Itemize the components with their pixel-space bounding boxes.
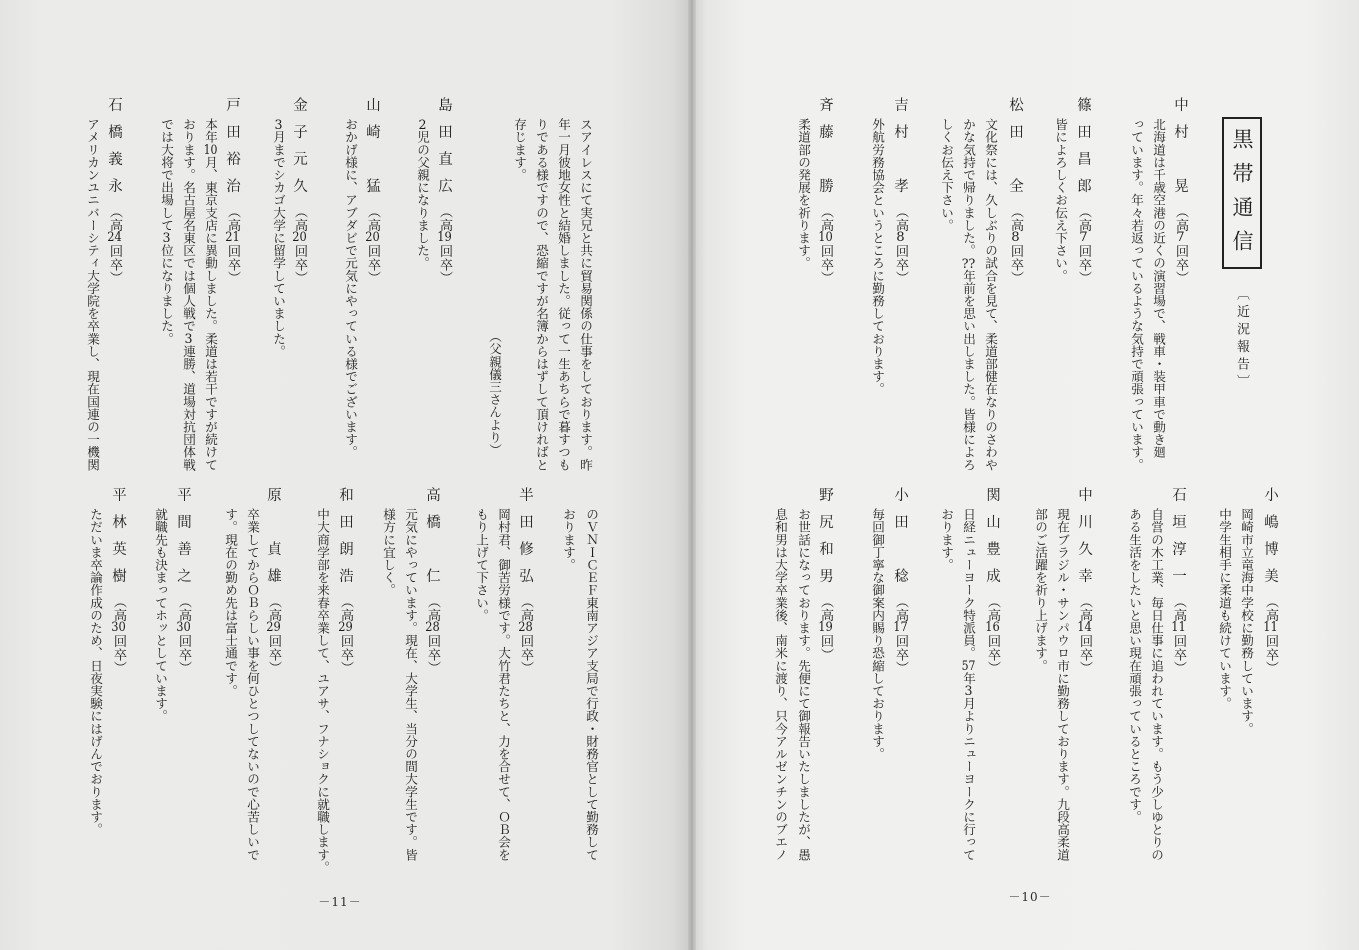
graduation-class: （高19回卒） bbox=[437, 205, 452, 285]
graduation-class: （高7回卒） bbox=[1173, 205, 1188, 285]
graduation-class: （高20回卒） bbox=[292, 205, 307, 285]
entry-name bbox=[436, 97, 452, 284]
person-name: 中川久幸 bbox=[1076, 487, 1092, 595]
entry-text-line: 部のご活躍を祈り上げます。 bbox=[1033, 508, 1048, 672]
entry-name bbox=[364, 97, 380, 284]
graduation-class: （高8回卒） bbox=[893, 205, 908, 285]
entry-text-line: 外航労務協会というところに勤務しております。 bbox=[870, 118, 885, 396]
entry-name bbox=[892, 487, 908, 674]
continued-text-line: 年一月彼地女性と結婚しました。従って一生あちらで暮すつも bbox=[556, 118, 571, 471]
person-name: 小田 稔 bbox=[892, 487, 908, 595]
entry-name bbox=[1170, 487, 1186, 674]
entry-text-line: 3月までシカゴ大学に留学していました。 bbox=[271, 118, 286, 358]
entry-text-line: 様方に宜しく。 bbox=[381, 508, 396, 597]
entry-text-line: 毎回御丁寧な御案内賜り恐縮しております。 bbox=[870, 508, 885, 760]
entry-name bbox=[1076, 487, 1092, 674]
entry-text-line: おります。 bbox=[939, 508, 954, 571]
entry-text-line: 日経ニューヨーク特派員。57年3月よりニューヨークに行って bbox=[961, 508, 976, 861]
person-name: 半田修弘 bbox=[517, 487, 533, 595]
entry-text-line: 柔道部の発展を祈ります。 bbox=[796, 118, 811, 270]
entry-text-line: しくお伝え下さい。 bbox=[939, 118, 954, 232]
person-name: 金子元久 bbox=[291, 97, 307, 205]
graduation-class: （高21回卒） bbox=[225, 205, 240, 285]
person-name: 松田 全 bbox=[1007, 97, 1023, 205]
entry-text-line: 2児の父親になりました。 bbox=[415, 118, 430, 270]
person-name: 篠田昌郎 bbox=[1075, 97, 1091, 205]
entry-text-line: 北海道は千歳空港の近くの演習場で、戦車・装甲車で動き廻 bbox=[1151, 118, 1166, 459]
continued-text-line: おります。 bbox=[561, 508, 576, 571]
section-subtitle: 〔近況報告〕 bbox=[1234, 287, 1249, 392]
center-fold bbox=[688, 0, 696, 950]
entry-text-line: 元気にやっています。現在、大学生、当分の間大学生です。皆 bbox=[403, 508, 418, 861]
entry-name bbox=[517, 487, 533, 674]
entry-name bbox=[1075, 97, 1091, 284]
entry-text-line: 自営の木工業、毎日仕事に追われています。もう少しゆとりの bbox=[1149, 508, 1164, 861]
person-name: 野尻和男 bbox=[817, 487, 833, 595]
entry-text-line: 岡村君、御苦労様です。大竹君たちと、力を合せて、ＯＢ会を bbox=[496, 508, 511, 861]
entry-name bbox=[106, 97, 122, 284]
entry-text-line: 息和男は大学卒業後、南米に渡り、只今アルゼンチンのブエノ bbox=[773, 508, 788, 861]
graduation-class: （高11回卒） bbox=[1171, 595, 1186, 675]
entry-text-line: 中大商学部を来春卒業して、ユアサ、フナショクに就職します。 bbox=[315, 508, 330, 874]
entry-text-line: っています。年々若返っているような気持で頑張っています。 bbox=[1129, 118, 1144, 471]
graduation-class: （高29回卒） bbox=[338, 595, 353, 675]
graduation-class: （高14回卒） bbox=[1077, 595, 1092, 675]
entry-name bbox=[224, 97, 240, 284]
entry-text-line: アメリカンユニバーシティ大学院を卒業し、現在国連の一機関 bbox=[85, 118, 100, 471]
page-number: －10－ bbox=[1008, 890, 1052, 904]
person-name: 高橋 仁 bbox=[424, 487, 440, 595]
person-name: 戸田裕治 bbox=[224, 97, 240, 205]
entry-text-line: かな気持で帰りました。??年前を思い出しました。皆様によろ bbox=[961, 118, 976, 471]
entry-text-line: もり上げて下さい。 bbox=[474, 508, 489, 622]
continued-text-line: スアイレスにて実兄と共に貿易関係の仕事をしております。昨 bbox=[578, 118, 593, 471]
entry-text-line: 皆によろしくお伝え下さい。 bbox=[1053, 118, 1068, 282]
person-name: 石垣淳一 bbox=[1170, 487, 1186, 595]
graduation-class: （高20回卒） bbox=[365, 205, 380, 285]
graduation-class: （高24回卒） bbox=[107, 205, 122, 285]
continued-text-line: のＶＮＩＣＥＦ東南アジア支局で行政・財務官として勤務して bbox=[584, 508, 599, 861]
graduation-class: （高8回卒） bbox=[1008, 205, 1023, 285]
graduation-class: （高30回卒） bbox=[176, 595, 191, 675]
person-name: 平林英樹 bbox=[110, 487, 126, 595]
graduation-class: （高11回卒） bbox=[1263, 595, 1278, 675]
entry-name bbox=[424, 487, 440, 674]
graduation-class: （高10回卒） bbox=[818, 205, 833, 285]
continued-text-line: 存じます。 bbox=[512, 118, 527, 181]
page-number: －11－ bbox=[318, 895, 362, 909]
entry-text-line: 文化祭には、久しぶりの試合を見て、柔道部健在なりのさわや bbox=[983, 118, 998, 471]
graduation-class: （高30回卒） bbox=[111, 595, 126, 675]
letter-signature: （父親儀三さんより） bbox=[487, 330, 502, 456]
entry-text-line: おります。名古屋名東区では個人戦で3連勝、道場対抗団体戦 bbox=[181, 118, 196, 471]
person-name: 山崎 猛 bbox=[364, 97, 380, 205]
entry-text-line: では大将で出場して3位になりました。 bbox=[159, 118, 174, 345]
continued-text-line: りである様ですので、恐縮ですが名簿からはずして頂ければと bbox=[534, 118, 549, 471]
person-name: 斉藤 勝 bbox=[817, 97, 833, 205]
entry-name bbox=[337, 487, 353, 674]
entry-text-line: 就職先も決まってホッとしています。 bbox=[153, 508, 168, 723]
entry-text-line: 現在ブラジル・サンパウロ市に勤務しております。九段高柔道 bbox=[1055, 508, 1070, 861]
entry-text-line: 本年10月、東京支店に異動しました。柔道は若干ですが続けて bbox=[203, 118, 218, 471]
entry-text-line: す。現在の勤め先は富士通です。 bbox=[223, 508, 238, 697]
entry-text-line: お世話になっております。先便にて御報告いたしましたが、愚 bbox=[796, 508, 811, 861]
person-name: 和田朗浩 bbox=[337, 487, 353, 595]
entry-name bbox=[1172, 97, 1188, 284]
entry-name bbox=[817, 487, 833, 661]
entry-text-line: ただいま卒論作成のため、日夜実験にはげんでおります。 bbox=[88, 508, 103, 836]
graduation-class: （高16回卒） bbox=[985, 595, 1000, 675]
graduation-class: （高7回卒） bbox=[1076, 205, 1091, 285]
person-name: 石橋義永 bbox=[106, 97, 122, 205]
entry-name bbox=[1262, 487, 1278, 674]
entry-text-line: 岡崎市立竜海中学校に勤務しています。 bbox=[1239, 508, 1254, 735]
graduation-class: （高29回卒） bbox=[266, 595, 281, 675]
person-name: 中村 晃 bbox=[1172, 97, 1188, 205]
entry-text-line: 中学生相手に柔道も続けています。 bbox=[1217, 508, 1232, 710]
person-name: 島田直広 bbox=[436, 97, 452, 205]
person-name: 関山豊成 bbox=[984, 487, 1000, 595]
entry-name bbox=[265, 487, 281, 674]
entry-name bbox=[892, 97, 908, 284]
graduation-class: （高17回卒） bbox=[893, 595, 908, 675]
graduation-class: （高19回） bbox=[818, 595, 833, 662]
person-name: 小嶋博美 bbox=[1262, 487, 1278, 595]
entry-name bbox=[1007, 97, 1023, 284]
person-name: 平間善之 bbox=[175, 487, 191, 595]
person-name: 吉村 孝 bbox=[892, 97, 908, 205]
person-name: 原 貞雄 bbox=[265, 487, 281, 595]
entry-name bbox=[291, 97, 307, 284]
entry-text-line: ある生活をしたいと思い現在頑張っているところです。 bbox=[1127, 508, 1142, 823]
graduation-class: （高28回卒） bbox=[425, 595, 440, 675]
graduation-class: （高28回卒） bbox=[518, 595, 533, 675]
entry-name bbox=[110, 487, 126, 674]
entry-name bbox=[817, 97, 833, 284]
entry-text-line: おかげ様に、アブダビで元気にやっている様でございます。 bbox=[343, 118, 358, 459]
entry-name bbox=[175, 487, 191, 674]
entry-text-line: 卒業してからＯＢらしい事を何ひとつしてないので心苦しいで bbox=[245, 508, 260, 861]
entry-name bbox=[984, 487, 1000, 674]
newsletter-title: 黒帯通信 bbox=[1222, 117, 1262, 269]
